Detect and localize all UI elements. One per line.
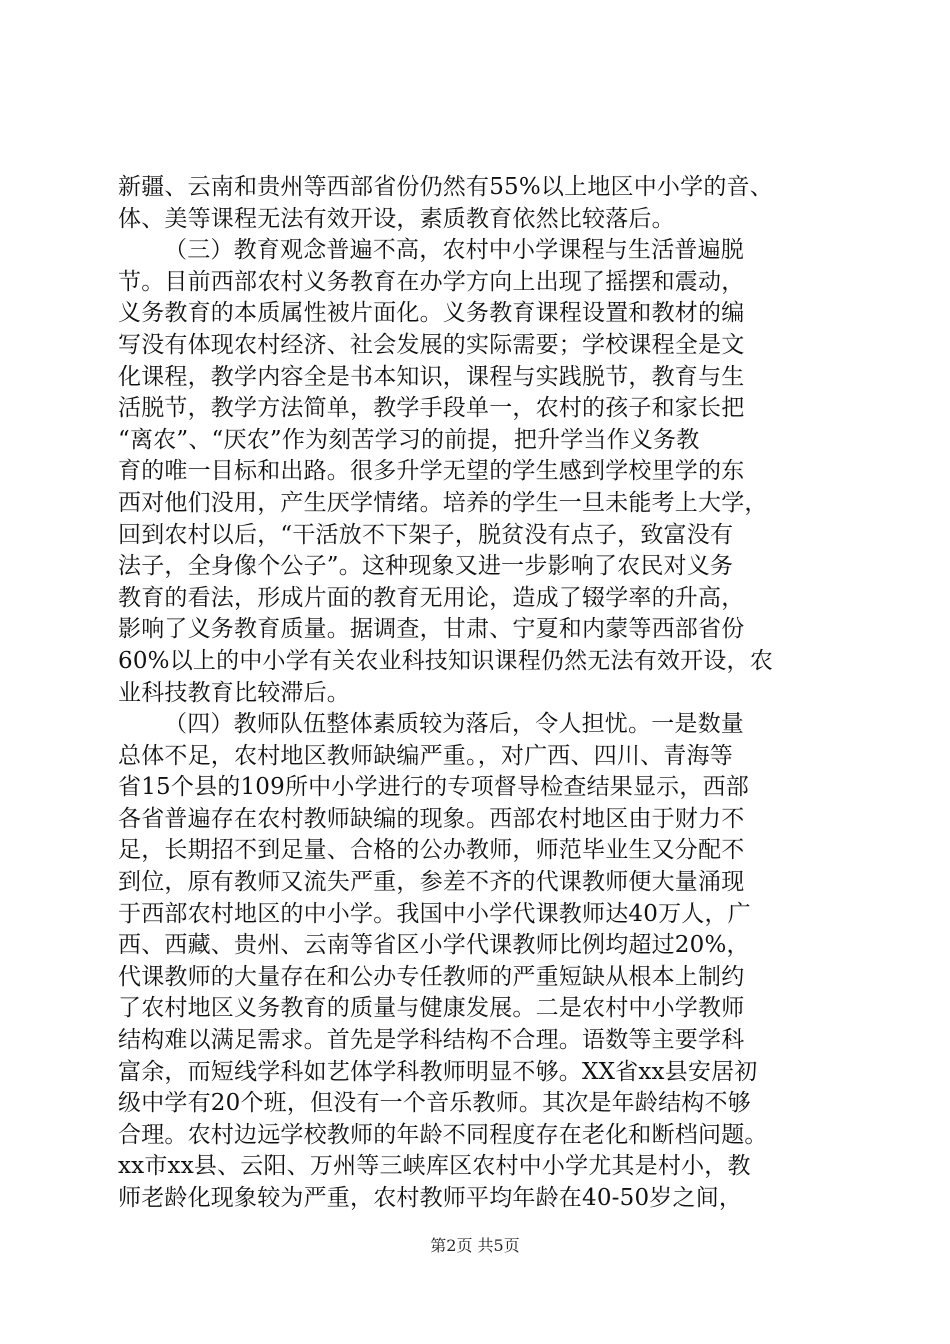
text-line: 总体不足，农村地区教师缺编严重。，对广西、四川、青海等 — [118, 742, 733, 769]
text-line: 影响了义务教育质量。据调查，甘肃、宁夏和内蒙等西部省份 — [118, 616, 745, 643]
text-line: 节。目前西部农村义务教育在办学方向上出现了摇摆和震动， — [118, 268, 745, 295]
text-line: 省15个县的109所中小学进行的专项督导检查结果显示，西部 — [118, 774, 749, 801]
text-line: 活脱节，教学方法简单，教学手段单一，农村的孩子和家长把 — [118, 395, 745, 422]
text-line: 富余，而短线学科如艺体学科教师明显不够。XX省xx县安居初 — [118, 1058, 758, 1085]
text-line: 育的唯一目标和出路。很多升学无望的学生感到学校里学的东 — [118, 458, 745, 485]
text-line: 西对他们没用，产生厌学情绪。培养的学生一旦未能考上大学， — [118, 489, 768, 516]
text-line: 回到农村以后，“干活放不下架子，脱贫没有点子，致富没有 — [118, 521, 734, 548]
text-line: 西、西藏、贵州、云南等省区小学代课教师比例均超过20%， — [118, 932, 750, 959]
text-line: 师老龄化现象较为严重，农村教师平均年龄在40-50岁之间， — [118, 1185, 743, 1211]
text-line: 义务教育的本质属性被片面化。义务教育课程设置和教材的编 — [118, 300, 745, 327]
text-line: 合理。农村边远学校教师的年龄不同程度存在老化和断档问题。 — [118, 1121, 768, 1148]
text-line: 级中学有20个班，但没有一个音乐教师。其次是年龄结构不够 — [118, 1090, 751, 1117]
text-line: （四）教师队伍整体素质较为落后，令人担忧。一是数量 — [164, 711, 744, 738]
text-line: 了农村地区义务教育的质量与健康发展。二是农村中小学教师 — [118, 995, 745, 1022]
page-footer: 第2页 共5页 — [430, 1236, 520, 1255]
body-text — [118, 172, 838, 1215]
text-line: 各省普遍存在农村教师缺编的现象。西部农村地区由于财力不 — [118, 805, 745, 832]
text-line: （三）教育观念普遍不高，农村中小学课程与生活普遍脱 — [164, 237, 744, 264]
text-line: 教育的看法，形成片面的教育无用论，造成了辍学率的升高， — [118, 584, 745, 611]
text-line: 结构难以满足需求。首先是学科结构不合理。语数等主要学科 — [118, 1027, 745, 1054]
text-line: 代课教师的大量存在和公办专任教师的严重短缺从根本上制约 — [118, 963, 745, 990]
text-line: 60%以上的中小学有关农业科技知识课程仍然无法有效开设，农 — [118, 647, 773, 674]
text-line: 体、美等课程无法有效开设，素质教育依然比较落后。 — [118, 205, 675, 232]
text-line: 于西部农村地区的中小学。我国中小学代课教师达40万人，广 — [118, 900, 751, 927]
text-line: xx市xx县、云阳、万州等三峡库区农村中小学尤其是村小，教 — [118, 1153, 751, 1180]
text-line: 新疆、云南和贵州等西部省份仍然有55%以上地区中小学的音、 — [118, 174, 773, 200]
text-line: 化课程，教学内容全是书本知识，课程与实践脱节，教育与生 — [118, 363, 745, 390]
text-line: 足，长期招不到足量、合格的公办教师，师范毕业生又分配不 — [118, 837, 745, 864]
text-line: “离农”、“厌农”作为刻苦学习的前提，把升学当作义务教 — [118, 426, 700, 453]
text-line: 法子，全身像个公子”。这种现象又进一步影响了农民对义务 — [118, 553, 734, 580]
text-line: 写没有体现农村经济、社会发展的实际需要；学校课程全是文 — [118, 331, 745, 358]
text-line: 业科技教育比较滞后。 — [118, 679, 350, 706]
text-line: 到位，原有教师又流失严重，参差不齐的代课教师便大量涌现 — [118, 869, 745, 896]
